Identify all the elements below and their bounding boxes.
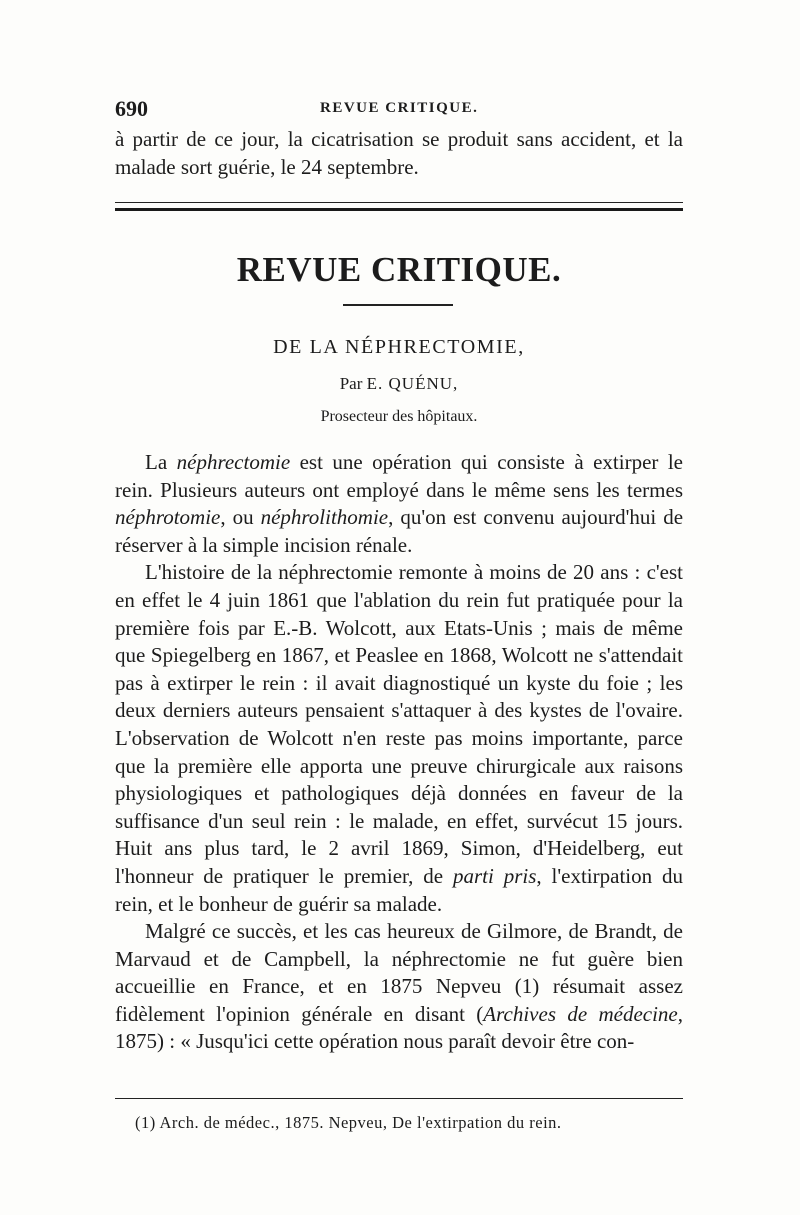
p1-term-nephrectomie: néphrectomie xyxy=(176,450,291,474)
p3-citation-title: Archives de médecine xyxy=(483,1001,678,1026)
p1-text-1: La xyxy=(145,450,168,474)
article-subtitle: DE LA NÉPHRECTOMIE, xyxy=(273,336,525,358)
divider-thick-line xyxy=(115,208,683,211)
p3-text-2: , 1875) : « Jusqu'ici cette opération nous paraît devoir être con- xyxy=(115,1001,683,1054)
p1-term-nephrotomie: néphrotomie xyxy=(115,505,221,530)
author-name: E. QUÉNU, xyxy=(366,374,459,393)
footnote-rule xyxy=(115,1098,683,1099)
p1-text-3: , ou xyxy=(220,505,261,530)
article-body xyxy=(115,449,683,1056)
running-title: REVUE CRITIQUE. xyxy=(320,100,479,116)
p2-term-parti-pris: parti pris xyxy=(453,863,537,888)
p2-text-1: L'histoire de la néphrectomie remonte à moins de 20 ans : c'est en effet le 4 juin 1861 que l'ablation du rein fut pratiquée pour la première fois par E.-B. Wolcott, aux Etats-Unis ; mais de même que Spiegelberg en 1867, et Peaslee en 1868, Wolcott ne s'attendait pas à extirper le rein : il avait diagnostiqué un kyste du foie ; les deux derniers auteurs pensaient s'attaquer à des kystes de l'ovaire. L'observation de Wolcott n'en reste pas moins importante, parce que la première elle apporta une preuve chirurgicale aux raisons physiologiques et pathologiques déjà données en faveur de la suffisance d'un seul rein : le malade, en effet, survécut 15 jours. Huit ans plus tard, le 2 avril 1869, Simon, d'Heidelberg, eut l'honneur de pratiquer le premier, de xyxy=(115,560,683,888)
paragraph-1 xyxy=(115,449,683,559)
previous-article-paragraph: à partir de ce jour, la cicatrisation se produit sans accident, et la malade sort guérie, le 24 septembre. xyxy=(115,127,683,179)
section-divider xyxy=(115,202,683,212)
page-number: 690 xyxy=(115,96,148,121)
divider-thin-line xyxy=(115,202,683,203)
running-head xyxy=(115,96,685,122)
p1-text-2: est une opération qui consiste à extirper le rein. Plusieurs auteurs ont employé dans le même sens les termes xyxy=(115,450,684,502)
title-rule xyxy=(343,304,453,306)
paragraph-3 xyxy=(115,918,683,1056)
p3-text-1: Malgré ce succès, et les cas heureux de Gilmore, de Brandt, de Marvaud et de Campbell, la néphrectomie ne fut guère bien accueillie en France, et en 1875 Nepveu (1) résumait assez fidèlement l'opinion générale en disant ( xyxy=(115,919,683,1026)
byline xyxy=(115,374,683,394)
byline-prefix: Par xyxy=(339,374,363,393)
paragraph-2 xyxy=(115,559,683,918)
p2-text-2: , l'extirpation du rein, et le bonheur de guérir sa malade. xyxy=(115,863,684,916)
p1-text-4: , qu'on est convenu aujourd'hui de réserver à la simple incision rénale. xyxy=(115,505,684,557)
author-affiliation: Prosecteur des hôpitaux. xyxy=(320,408,478,425)
p1-term-nephrolithomie: néphrolithomie xyxy=(260,505,389,530)
previous-article-ending xyxy=(115,126,683,181)
article-title: REVUE CRITIQUE. xyxy=(236,250,562,289)
footnote: (1) Arch. de médec., 1875. Nepveu, De l'extirpation du rein. xyxy=(135,1113,562,1132)
